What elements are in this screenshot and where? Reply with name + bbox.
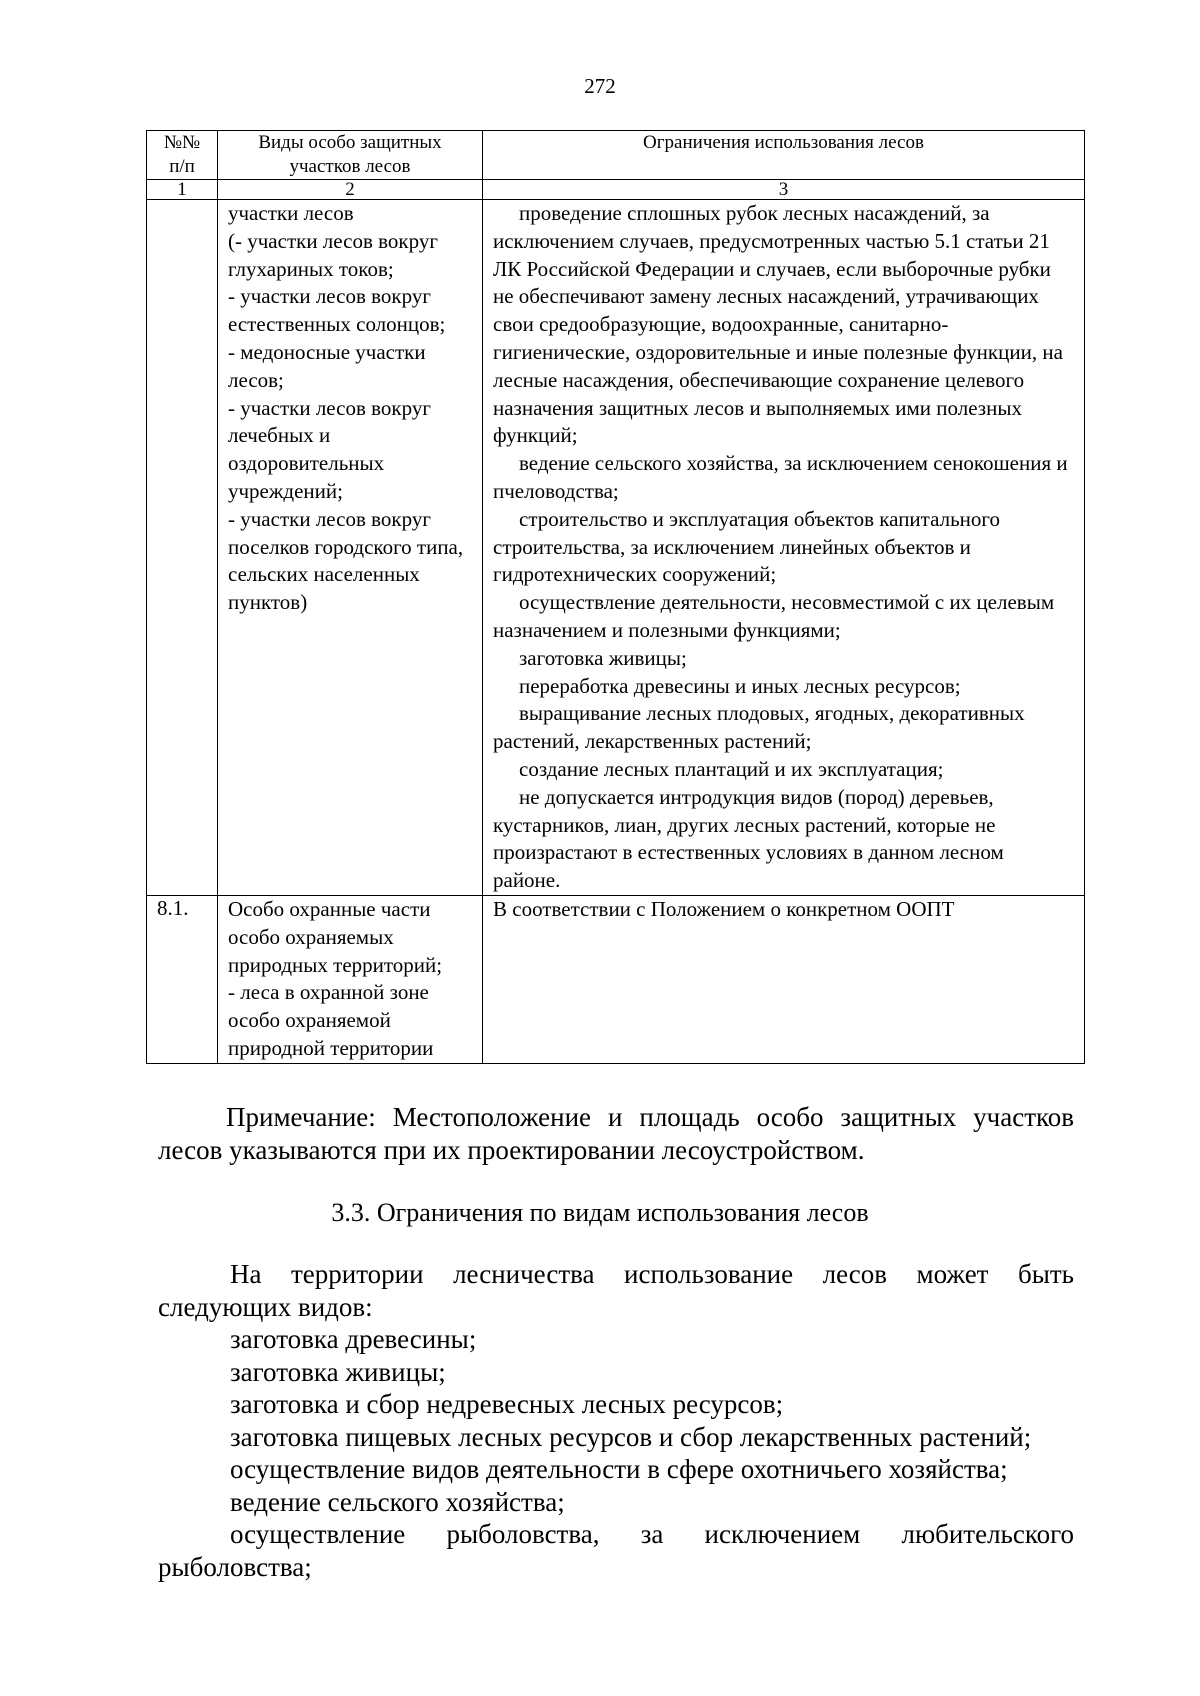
header-number: №№ п/п xyxy=(163,132,201,177)
type-line: - участки лесов вокруг поселков городского типа, сельских населенных пунктов) xyxy=(228,506,464,615)
restriction-item: заготовка живицы; xyxy=(519,645,687,670)
section-body xyxy=(158,1258,1074,1583)
list-item: заготовка пищевых лесных ресурсов и сбор лекарственных растений; xyxy=(230,1421,1032,1452)
restriction-item: переработка древесины и иных лесных ресурсов; xyxy=(519,673,961,698)
row-number: 8.1. xyxy=(157,895,189,920)
restriction-item: создание лесных плантаций и их эксплуатация; xyxy=(519,756,944,781)
header-restrictions: Ограничения использования лесов xyxy=(643,132,924,153)
header-types: Виды особо защитных участков лесов xyxy=(258,132,442,177)
restrictions-table xyxy=(146,130,1085,1064)
restriction-item: выращивание лесных плодовых, ягодных, декоративных растений, лекарственных растений; xyxy=(493,701,1025,754)
type-line: участки лесов xyxy=(228,201,354,225)
row-number xyxy=(147,200,218,896)
restrictions-list xyxy=(483,200,1084,895)
forest-area-types xyxy=(218,200,482,617)
page-number: 272 xyxy=(584,74,616,98)
restriction-item: В соответствии с Положением о конкретном ООПТ xyxy=(493,896,955,921)
table-row xyxy=(147,895,1085,1063)
table-note: Примечание: Местоположение и площадь особо защитных участков лесов указываются при их проектировании лесоустройством. xyxy=(158,1102,1074,1165)
type-line: Особо охранные части особо охраняемых природных территорий; xyxy=(228,896,443,977)
restriction-item: проведение сплошных рубок лесных насаждений, за исключением случаев, предусмотренных частью 5.1 статьи 21 ЛК Российской Федерации и случаев, если выборочные рубки не обеспечивают замену лесных насаждений, утрачивающих свои средообразующие, водоохранные, санитарно-гигиенические, оздоровительные и иные полезные функции, на лесные насаждения, обеспечивающие сохранение целевого назначения защитных лесов и выполняемых ими полезных функций; xyxy=(493,201,1063,448)
type-line: - участки лесов вокруг естественных солонцов; xyxy=(228,284,446,337)
list-item: заготовка живицы; xyxy=(230,1356,446,1387)
restriction-item: ведение сельского хозяйства, за исключением сенокошения и пчеловодства; xyxy=(493,451,1068,503)
column-number: 2 xyxy=(218,180,483,200)
section-intro: На территории лесничества использование лесов может быть следующих видов: xyxy=(158,1259,1074,1322)
forest-area-types xyxy=(218,896,482,1063)
table-row xyxy=(147,200,1085,896)
restriction-item: строительство и эксплуатация объектов капитального строительства, за исключением линейных объектов и гидротехнических сооружений; xyxy=(493,506,1000,587)
type-line: - леса в охранной зоне особо охраняемой природной территории xyxy=(228,980,434,1060)
list-item: осуществление рыболовства, за исключением любительского рыболовства; xyxy=(158,1519,1074,1582)
table-header-row xyxy=(147,131,1085,180)
column-number: 3 xyxy=(483,180,1085,200)
type-line: - медоносные участки лесов; xyxy=(228,339,426,392)
list-item: ведение сельского хозяйства; xyxy=(230,1486,565,1517)
type-line: (- участки лесов вокруг глухариных токов; xyxy=(228,228,438,281)
column-number-row xyxy=(147,180,1085,200)
section-title: 3.3. Ограничения по видам использования лесов xyxy=(331,1198,869,1227)
type-line: - участки лесов вокруг лечебных и оздоровительных учреждений; xyxy=(228,395,431,503)
list-item: заготовка древесины; xyxy=(230,1324,477,1354)
column-number: 1 xyxy=(147,180,218,200)
restriction-item: осуществление деятельности, несовместимой с их целевым назначением и полезными функциями; xyxy=(493,590,1055,642)
list-item: осуществление видов деятельности в сфере охотничьего хозяйства; xyxy=(230,1454,1008,1484)
list-item: заготовка и сбор недревесных лесных ресурсов; xyxy=(230,1389,784,1419)
restriction-item: не допускается интродукция видов (пород) деревьев, кустарников, лиан, других лесных растений, которые не произрастают в естественных условиях в данном лесном районе. xyxy=(493,784,1004,893)
